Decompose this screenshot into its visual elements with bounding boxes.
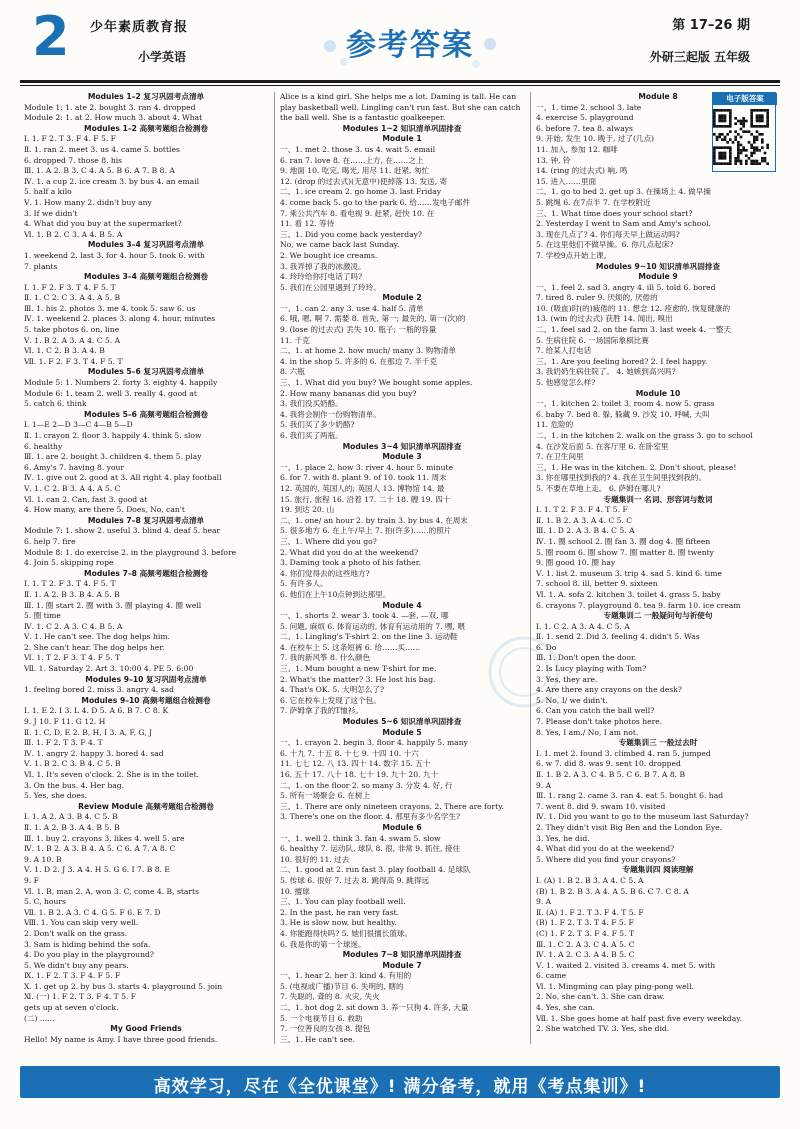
section-heading: 专题集训一 名词、形容词与数词 [603, 494, 713, 504]
answer-line: 6. Can you catch the ball well? [536, 706, 655, 716]
answer-line: 5. Yes, she does. [24, 791, 88, 801]
section-heading: Module 3 [382, 452, 422, 462]
answer-line: Ⅲ. 1. F 2. T 3. F 4. T [24, 738, 103, 748]
section-heading: Modules 5–6 复习巩固考点清单 [87, 367, 205, 377]
answer-line: Module 6: 1. team 2. well 3. really 4. good at [24, 388, 197, 398]
answer-line: 6. help 7. fire [24, 536, 76, 546]
answer-line: Ⅱ. 1. B 2. A 3. A 4. C 5. C [536, 515, 633, 525]
answer-line: Ⅴ. 1. How many 2. didn't buy any [24, 197, 152, 207]
answer-line: Ⅲ. 1. C 2. A 3. C 4. A 5. C [536, 939, 635, 949]
answer-line: Ⅰ. 1. T 2. F 3. F 4. T 5. F [536, 505, 628, 515]
answer-line: 5. 问题, 麻烦 6. 体育运动的, 体育有运动用的 7. 嘿, 喂 [280, 621, 465, 631]
section-heading: Module 8 [638, 92, 678, 101]
answer-line: 4. exercise 5. playground [536, 113, 634, 123]
answer-line: Hello! My name is Amy. I have three good friends. [24, 1034, 218, 1044]
section-heading: Module 10 [635, 388, 681, 398]
answer-line: 15. 旅行, 旅程 16. 沿着 17. 二十 18. 艘 19. 四十 [280, 494, 451, 504]
section-heading: Module 4 [382, 600, 422, 610]
answer-line: 4. 在校车上 5. 这条短裤 6. 给……买…… [280, 642, 421, 652]
answer-line: 1. weekend 2. last 3. for 4. hour 5. took 6. with [24, 250, 205, 260]
answer-line: 三、1. Where did you go? [280, 536, 377, 546]
section-heading: Modules 1–2 高频考题组合检测卷 [84, 123, 208, 133]
answer-line: 10. 擅球 [280, 886, 310, 896]
page-number: 2 [32, 5, 70, 68]
answer-line: 5. 我们在公园里遇到了玲玲。 [280, 282, 381, 292]
answer-line: 4. come back 5. go to the park 6. 给……发电子邮件 [280, 197, 471, 207]
section-heading: Modules 1–2 复习巩固考点清单 [87, 92, 205, 101]
answer-line: Ⅱ. 1. C 2. C 3. A 4. A 5. B [24, 293, 121, 303]
paper-subject: 小学英语 [138, 50, 187, 64]
answer-column-left [24, 92, 268, 1044]
answer-line: 9. A 10. B [24, 854, 62, 864]
answer-line: 4. 我将会制作一份购物清单。 [280, 409, 381, 419]
answer-line: No, we came back last Sunday. [280, 240, 400, 250]
answer-line: Ⅳ. 1. angry 2. happy 3. bored 4. sad [24, 748, 164, 758]
section-heading: Modules 7~8 知识清单巩固排查 [342, 950, 462, 960]
answer-line: 9. 圈 good 10. 圈 hay [536, 558, 616, 568]
answer-line: 6. before 7. tea 8. always [536, 123, 633, 133]
answer-line: 7. 乘公共汽车 8. 看电视 9. 赶紧, 赶快 10. 在 [280, 208, 435, 218]
answer-line: gets up at seven o'clock. [24, 1003, 119, 1013]
answer-line: 6. w 7. did 8. was 9. sent 10. dropped [536, 759, 681, 769]
answer-line: 1. feeling bored 2. miss 3. angry 4. sad [24, 685, 175, 695]
answer-line: Ⅶ. 1. F 2. F 3. T 4. F 5. T [24, 356, 123, 366]
answer-line: 9. (lose 的过去式) 丢失 10. 瓶子; 一瓶的容量 [280, 325, 437, 335]
answer-line: Ⅴ. 1. D 2. J 3. A 4. H 5. G 6. I 7. B 8. E [24, 865, 170, 875]
answer-line: 三、1. Did you come back yesterday? [280, 229, 423, 239]
answer-line: Module 2: 1. at 2. How much 3. about 4. What [24, 113, 203, 123]
answer-line: 一、1. time 2. school 3. late [536, 102, 642, 112]
answer-line: 9. J 10. F 11. G 12. H [24, 717, 106, 727]
section-heading: 专题集训三 一般过去时 [618, 738, 698, 748]
column-divider [274, 92, 275, 1044]
answer-line: 6. 我们买了两瓶。 [280, 431, 343, 440]
answer-line: 3. 我弄掉了我的冰激凌。 [280, 261, 366, 271]
section-heading: Module 1 [382, 134, 422, 144]
answer-line: 5. We didn't buy any pears. [24, 960, 129, 970]
answer-line: 5. take photos 6. on, line [24, 325, 120, 335]
answer-line: 2. Don't walk on the grass. [24, 928, 128, 938]
answer-line: 5. Where did you find your crayons? [536, 854, 676, 864]
answer-line: Ⅲ. 1. D 2. A 3. B 4. C 5. A [536, 526, 635, 536]
section-heading: Module 2 [382, 293, 422, 303]
answer-line: 2. Is Lucy playing with Tom? [536, 664, 647, 674]
answer-line: Ⅸ. 1. F 2. T 3. F 4. F 5. F [24, 971, 121, 981]
answer-line: Ⅱ. 1. send 2. Did 3. feeling 4. didn't 5. Was [536, 632, 700, 642]
answer-line: 11. 看 12. 等待 [280, 219, 335, 229]
answer-line: 5. (电视或广播)节目 6. 失明的, 瞎的 [280, 981, 404, 991]
answer-line: 3. Daming took a photo of his father. [280, 558, 421, 568]
answer-line: 6. 十九 7. 十五 8. 十七 9. 十四 10. 十六 [280, 748, 419, 758]
answer-line: 6. 他们在上午10点钟到达那里。 [280, 589, 391, 599]
answer-line: Ⅳ. 1. 圈 school 2. 圈 fan 3. 圈 dog 4. 圈 fifteen [536, 536, 711, 546]
answer-line: 12. 英国的, 英国人的; 英国人 13. 博物馆 14. 最 [280, 483, 445, 493]
answer-line: Ⅵ. 1. can 2. Can, fast 3. good at [24, 494, 148, 504]
answer-line: Ⅳ. 1. B 2. A 3. B 4. A 5. C 6. A 7. A 8. C [24, 844, 176, 854]
promo-text: 高效学习，尽在《全优课堂》! 满分备考，就用《考点集训》! [153, 1077, 647, 1097]
answer-line: 16. 五十 17. 八十 18. 七十 19. 九十 20. 九十 [280, 770, 439, 779]
answer-line: 6. ran 7. love 8. 在……上方, 在……之上 [280, 155, 424, 165]
qr-label: 电子版答案 [713, 93, 777, 105]
answer-line: 11. 危险的 [536, 420, 574, 430]
answer-line: 一、1. met 2. those 3. us 4. wait 5. email [280, 144, 436, 154]
answer-line: Ⅵ. 1. T 2. F 3. T 4. F 5. T [24, 653, 121, 663]
answer-line: 7. 萨姆拿了我的T恤衫。 [280, 706, 364, 716]
answer-line: 6. healthy 7. 运动队, 球队 8. 很, 非常 9. 抓住, 接住 [280, 844, 461, 854]
answer-line: (二) ...... [24, 1013, 55, 1023]
answer-line: 一、1. crayon 2. begin 3. floor 4. happily 5. many [280, 738, 468, 748]
answer-line: 12. (drop 的过去式)(无意中)使掉落 13. 发送, 寄 [280, 176, 448, 186]
answer-line: 8. 六瓶 [280, 367, 305, 377]
paper-name: 少年素质教育报 [90, 20, 189, 35]
answer-line: 三、1. What time does your school start? [536, 208, 693, 218]
answer-line: 4. 你们觉得去的这些地方? [280, 568, 370, 578]
answer-line: Ⅵ. 1. C 2. B 3. A 4. B [24, 346, 105, 356]
section-heading: Modules 7–8 高频考题组合检测卷 [84, 568, 208, 578]
section-heading: Module 5 [382, 727, 422, 737]
answer-line: 4. Are there any crayons on the desk? [536, 685, 682, 695]
answer-line: (B) 1. F 2. T 3. T 4. F 5. F [536, 918, 634, 928]
answer-line: 7. tired 8. ruler 9. 厌烦的, 厌倦的 [536, 293, 658, 303]
answer-line: 2. How many bananas did you buy? [280, 388, 417, 398]
answer-line: 4. in the shop 5. 许多的 6. 在那边 7. 半千克 [280, 356, 438, 366]
answer-line: 二、1. in the kitchen 2. walk on the grass 3. go to school [536, 431, 753, 440]
answer-line: Ⅹ. 1. get up 2. by bus 3. starts 4. playground 5. join [24, 981, 223, 991]
answer-line: 11. 千克 [280, 335, 310, 345]
header-rule [20, 80, 780, 83]
answer-line: Ⅲ. 1. Don't open the door. [536, 653, 637, 663]
promo-footer [20, 1066, 780, 1098]
answer-line: 5. 他感觉怎么样? [536, 378, 596, 388]
answer-line: Ⅱ. 1. A 2. B 3. A 4. B 5. B [24, 822, 120, 832]
answer-line: 11. 加入, 参加 12. 咖啡 [536, 144, 618, 154]
answer-line: 二、1. go to bed 2. get up 3. 在操场上 4. 做早操 [536, 187, 711, 197]
section-heading: Modules 9–10 高频考题组合检测卷 [81, 695, 211, 705]
answer-line: 10. (吸血)时(的)疲倦的 11. 想念 12. 痊愈的, 恢复健康的 [536, 303, 731, 313]
answer-line: 5. 不要在草地上走。 6. 萨姆在哪儿? [536, 483, 661, 493]
answer-line: 6. came [536, 971, 567, 981]
answer-line: 一、1. shorts 2. wear 3. took 4. —套, —双, 哪 [280, 611, 449, 621]
answer-line: Ⅷ. 1. You can skip very well. [24, 918, 139, 928]
answer-line: 9. A [536, 897, 552, 907]
answer-line: Module 8: 1. do exercise 2. in the playground 3. before [24, 547, 237, 557]
section-heading: Modules 5~6 知识清单巩固排查 [342, 717, 462, 727]
answer-line: 8. Yes, I am./ No, I am not. [536, 727, 639, 737]
section-heading: Module 7 [382, 960, 422, 970]
watermark-icon [464, 632, 584, 712]
answer-line: Ⅵ. 1. A. sofa 2. kitchen 3. toilet 4. grass 5. baby [536, 589, 721, 599]
answer-line: 4. That's OK. 5. 大明怎么了? [280, 685, 385, 695]
answer-line: 6. baby 7. bed 8. 躲, 躲藏 9. 沙发 10. 呼喊, 大叫 [536, 409, 710, 419]
masthead [20, 5, 780, 88]
answer-line: Ⅴ. 1. C 2. B 3. A 4. A 5. C [24, 483, 121, 493]
answer-line: Ⅲ. 1. are 2. bought 3. children 4. them 5. play [24, 452, 202, 462]
answer-line: Ⅱ. 1. A 2. B 3. B 4. A 5. B [24, 589, 120, 599]
answer-line: Ⅰ. 1. A 2. A 3. B 4. C 5. B [24, 812, 118, 822]
section-heading: Modules 3–4 高频考题组合检测卷 [84, 272, 208, 282]
answer-line: 2. What did you do at the weekend? [280, 547, 419, 557]
answer-line: 一、1. kitchen 2. toilet 3. room 4. now 5. grass [536, 399, 715, 409]
answer-line: Ⅳ. 1. Did you want to go to the museum last Saturday? [536, 812, 749, 822]
section-heading: Modules 7–8 复习巩固考点清单 [87, 515, 205, 525]
column-divider [530, 92, 531, 1044]
answer-line: Ⅰ. 1. met 2. found 3. climbed 4. ran 5. jumped [536, 748, 711, 758]
answer-line: Ⅳ. 1. A 2. C 3. A 4. B 5. C [536, 950, 635, 960]
answer-line: 3. On the bus. 4. Her bag. [24, 780, 124, 790]
answer-line: 2. We bought ice creams. [280, 250, 378, 260]
answer-line: 13. (win 的过去式) 获胜 14. 闻出, 嗅出 [536, 314, 673, 324]
answer-line: Ⅶ. 1. Saturday 2. Art 3. 10:00 4. PE 5. 6:00 [24, 664, 194, 674]
answer-line: 5. 在这里他们不做早操。6. 你几点起床? [536, 240, 674, 250]
answer-line: 3. Yes, he did. [536, 833, 590, 843]
section-heading: Module 9 [638, 272, 678, 282]
answer-line: Ⅰ. 1. E 2. I 3. L 4. D 5. A 6. B 7. C 8. K [24, 706, 169, 716]
answer-line: Ⅺ. (一) 1. F 2. T 3. F 4. T 5. F [24, 992, 137, 1002]
answer-line: 19. 到达 20. 山 [280, 505, 335, 515]
answer-line: Ⅱ. 1. crayon 2. floor 3. happily 4. think 5. slow [24, 431, 202, 440]
answer-line: 三、1. He can't see. [280, 1034, 355, 1044]
answer-line: Module 5: 1. Numbers 2. forty 3. eighty 4. happily [24, 378, 218, 388]
qr-code-panel[interactable] [712, 92, 776, 172]
answer-line: Ⅲ. 1. 圈 start 2. 圈 with 3. 圈 playing 4. 圈 well [24, 600, 202, 610]
answer-line: Ⅴ. 1. B 2. A 3. A 4. C 5. A [24, 335, 121, 345]
answer-line: 2. They didn't visit Big Ben and the London Eye. [536, 822, 723, 832]
answer-line: 5. No, I/ we didn't. [536, 695, 608, 705]
answer-line: 10. 很好的 11. 过去 [280, 854, 350, 864]
answer-line: Ⅰ. 1. F 2. T 3. F 4. F 5. F [24, 134, 116, 144]
answer-line: 4. 玲玲给你打电话了吗? [280, 272, 363, 282]
answer-line: Ⅵ. 1. B 2. C 3. A 4. B 5. A [24, 229, 123, 239]
answer-line: 二、1. one/ an hour 2. by train 3. by bus 4. 在周末 [280, 515, 468, 525]
answer-line: 二、1. on the floor 2. so many 3. 分发 4. 好, 行 [280, 780, 453, 790]
answer-line: 5. 圈 time [24, 611, 61, 621]
answer-line: 9. 开始, 发生 10. 晚于, 过了(几点) [536, 134, 655, 144]
answer-line: 4. What did you buy at the supermarket? [24, 219, 182, 229]
answer-line: 7. 一位善良的女孩 8. 提包 [280, 1024, 371, 1034]
answer-line: Ⅶ. 1. B 2. A 3. C 4. G 5. F 6. E 7. D [24, 907, 161, 917]
section-heading: Modules 9–10 复习巩固考点清单 [85, 674, 207, 684]
answer-line: 7. went 8. did 9. swam 10. visited [536, 801, 666, 811]
answer-line: (C) 1. F 2. T 3. F 4. F 5. T [536, 928, 635, 938]
answer-line: 9. 地面 10. 吃完, 喝光, 用尽 11. 赶紧, 匆忙 [280, 166, 430, 176]
answer-line: Ⅲ. 1. rang 2. came 3. ran 4. eat 5. bought 6. had [536, 791, 724, 801]
answer-line: Ⅲ. 1. his 2. photos 3. me 4. took 5. saw 6. us [24, 303, 196, 313]
answer-line: 7. 我的新风筝 8. 什么颜色 [280, 653, 371, 663]
answer-line: Ⅱ. 1. ran 2. meet 3. us 4. came 5. bottles [24, 144, 180, 154]
answer-line: Ⅴ. 1. He can't see. The dog helps him. [24, 632, 170, 642]
answer-line: 9. A [536, 780, 552, 790]
answer-line: 二、1. ice cream 2. go home 3. last Friday [280, 187, 442, 197]
answer-line: 6. 它在校车上发现了这个包。 [280, 695, 381, 705]
answer-line: 3. Yes, they are. [536, 674, 598, 684]
answer-line: 5. 我们买了多少奶酪? [280, 420, 355, 430]
answer-line: 三、1. Are you feeling bored? 2. I feel happy. [536, 356, 708, 366]
answer-line: 3. Sam is hiding behind the sofa. [24, 939, 151, 949]
section-heading: Modules 3–4 复习巩固考点清单 [87, 240, 205, 250]
answer-line: 6. Amy's 7. having 8. your [24, 462, 125, 472]
answer-line: 4. 你能跑得快吗? 5. 她们很擅长篮球。 [280, 928, 413, 938]
answer-banner [320, 14, 500, 72]
answer-line: Ⅱ. (A) 1. F 2. T 3. F 4. T 5. F [536, 907, 644, 917]
section-heading: My Good Friends [110, 1024, 182, 1034]
answer-line: 2. Yesterday I went to Sam and Amy's school. [536, 219, 711, 229]
answer-line: 7. Please don't take photos here. [536, 717, 663, 727]
issue-range: 第 17–26 期 [672, 18, 750, 33]
answer-line: Ⅶ. 1. She goes home at half past five every weekday. [536, 1013, 742, 1023]
answer-line: 7. 在卫生间里 [536, 452, 584, 462]
answer-line: 11. 七七 12. 八 13. 四十 14. 数字 15. 五十 [280, 759, 431, 769]
answer-line: 3. 我奶奶生病住院了。 4. 她嫉到高兴吗? [536, 367, 676, 377]
answer-line: 7. 学校9点开始上课。 [536, 250, 612, 260]
answer-line: 二、1. hot dog 2. sit down 3. 养一只狗 4. 许多, 大量 [280, 1003, 469, 1013]
answer-line: 2. In the past, he ran very fast. [280, 907, 400, 917]
answer-line: 2. What's the matter? 3. He lost his bag. [280, 674, 436, 684]
answer-line: 三、1. Mum bought a new T-shirt for me. [280, 664, 437, 674]
answer-line: 5. catch 6. think [24, 399, 87, 409]
answer-line: Ⅵ. 1. B, man 2. A, won 3. C, come 4. B, starts [24, 886, 199, 896]
answer-line: 三、1. What did you buy? We bought some apples. [280, 378, 473, 388]
answer-line: 3. 我们没买奶酪。 [280, 399, 343, 409]
answer-line: 5. 有许多人。 [280, 579, 328, 589]
answer-line: 4. Do you play in the playground? [24, 950, 154, 960]
banner-title: 参考答案 [346, 28, 474, 63]
answer-line: 15. 进入……里面 [536, 176, 597, 186]
section-heading: 专题集训四 阅读理解 [622, 865, 694, 875]
answer-line: 5. 很多地方 6. 在上午/早上 7. 拍(许多)……的照片 [280, 526, 452, 536]
answer-line: Ⅰ. 1—E 2—D 3—C 4—B 5—D [24, 420, 133, 430]
qr-code-icon [713, 109, 769, 165]
answer-line: 3. 你在哪里找到我的? 4. 我在卫生间里找到我的。 [536, 473, 707, 483]
answer-line: 6. Do [536, 642, 557, 652]
answer-line: 9. F [24, 875, 39, 885]
answer-line: 三、1. He was in the kitchen. 2. Don't shout, please! [536, 462, 737, 472]
answer-line: Ⅵ. 1. It's seven o'clock. 2. She is in the toilet. [24, 770, 200, 779]
answer-column-middle [280, 92, 524, 1044]
answer-line: 三、1. You can play football well. [280, 897, 406, 907]
answer-line: 一、1. well 2. think 3. fan 4. swam 5. slow [280, 833, 441, 843]
answer-line: 5. half a kilo [24, 187, 72, 197]
answer-line: 5. 跳绳 6. 在7点半 7. 在学校附近 [536, 197, 651, 207]
answer-line: 5. 一个电视节目 6. 救助 [280, 1013, 363, 1023]
answer-line: 一、1. can 2. any 3. use 4. half 5. 清单 [280, 303, 424, 313]
answer-line: Ⅳ. 1. C 2. A 3. C 4. B 5. A [24, 621, 123, 631]
answer-line: Ⅰ. (A) 1. B 2. B 3. A 4. C 5. A [536, 875, 644, 885]
answer-line: 5. 生病住院 6. 一场国际象棋比赛 [536, 335, 649, 345]
section-heading: Modules 1~2 知识清单巩固排查 [342, 123, 462, 133]
answer-line: Module 1: 1. ate 2. bought 3. ran 4. dropped [24, 102, 196, 112]
answer-line: Ⅰ. 1. F 2. F 3. T 4. F 5. T [24, 282, 116, 292]
answer-line: 7. school 8. ill, better 9. sixteen [536, 579, 658, 589]
answer-columns [24, 92, 776, 1044]
answer-line: 6. dropped 7. those 8. his [24, 155, 123, 165]
answer-line: 3. 现在几点了? 4. 你们每天早上做运动吗? [536, 229, 680, 239]
section-heading: Modules 3~4 知识清单巩固排查 [342, 441, 462, 451]
header-rule-thin [20, 85, 780, 86]
answer-line: Ⅱ. 1. B 2. A 3. C 4. B 5. C 6. B 7. A 8. B [536, 770, 686, 779]
answer-line: 2. No, she can't. 3. She can draw. [536, 992, 665, 1002]
section-heading: Module 6 [382, 822, 422, 832]
answer-line: 2. She watched TV. 3. Yes, she did. [536, 1024, 670, 1034]
answer-line: 4. 在沙发后面 5. 在客厅里 6. 在卧室里 [536, 441, 669, 451]
answer-line: Ⅵ. 1. Mingming can play ping-pong well. [536, 981, 694, 991]
answer-line: 7. 给某人打电话 [536, 346, 592, 356]
answer-line: 7. plants [24, 261, 58, 271]
answer-line: 二、1. good at 2. run fast 3. play football 4. 足球队 [280, 865, 471, 875]
answer-line: 4. Yes, she can. [536, 1003, 596, 1013]
answer-line: 二、1. Lingling's T-shirt 2. on the line 3. 运动鞋 [280, 632, 458, 642]
answer-line: 4. What did you do at the weekend? [536, 844, 675, 854]
section-heading: 专题集训二 一般疑问句与祈使句 [603, 611, 713, 621]
answer-line: 4. Join 5. skipping rope [24, 558, 114, 568]
answer-line: 二、1. feel sad 2. on the farm 3. last week 4. 一整天 [536, 325, 732, 335]
answer-line: 3. He is slow now, but healthy. [280, 918, 397, 928]
answer-line: 13. 钟, 铃 [536, 155, 571, 165]
answer-line: Ⅴ. 1. list 2. museum 3. trip 4. sad 5. kind 6. time [536, 568, 722, 578]
answer-line: 6. crayons 7. playground 8. tea 9. farm 10. ice cream [536, 600, 741, 610]
answer-line: 6. for 7. with 8. plant 9. of 10. took 11. 周末 [280, 473, 447, 483]
answer-line: 2. She can't hear. The dog helps her. [24, 642, 165, 652]
answer-line: Module 7: 1. show 2. useful 3. blind 4. deaf 5. hear [24, 526, 221, 536]
edition-label: 外研三起版 五年级 [649, 50, 750, 64]
answer-line: Ⅳ. 1. give out 2. good at 3. All right 4. play football [24, 473, 222, 483]
answer-line: Ⅱ. 1. C, D, E 2. B, H, I 3. A, F, G, J [24, 727, 153, 737]
answer-line: 6. healthy [24, 441, 63, 451]
answer-line: Ⅴ. 1. B 2. C 3. B 4. C 5. B [24, 759, 121, 769]
answer-line: 5. 传球 6. 很好 7. 过去 8. 跳得高 9. 跳得远 [280, 875, 430, 885]
answer-line: 3. There's one on the floor. 4. 那里有多少名学生? [280, 812, 461, 822]
answer-line: Ⅳ. 1. weekend 2. places 3. along 4. hour, minutes [24, 314, 216, 324]
answer-line: 7. 失聪的, 聋的 8. 火灾, 失火 [280, 992, 380, 1002]
answer-line: 一、1. feel 2. sad 3. angry 4. ill 5. told 6. bored [536, 282, 716, 292]
answer-line: Ⅰ. 1. T 2. F 3. T 4. F 5. T [24, 579, 116, 589]
answer-line: 二、1. at home 2. how much/ many 3. 购物清单 [280, 346, 457, 356]
answer-line: 一、1. hear 2. her 3. kind 4. 有用的 [280, 971, 412, 981]
answer-line: Ⅳ. 1. a cup 2. ice cream 3. by bus 4. an email [24, 176, 200, 186]
answer-line: Ⅴ. 1. waited 2. visited 3. creams 4. met 5. with [536, 960, 716, 970]
section-heading: Modules 5–6 高频考题组合检测卷 [84, 409, 208, 419]
answer-line: Ⅲ. 1. buy 2. crayons 3. likes 4. well 5. are [24, 833, 185, 843]
answer-line: 14. (ring 的过去式) 响, 鸣 [536, 166, 628, 176]
answer-line: 6. 我是你的第一个球迷。 [280, 939, 366, 949]
section-heading: Modules 9~10 知识清单巩固排查 [595, 261, 721, 271]
section-heading: Review Module 高频考题组合检测卷 [78, 801, 214, 811]
answer-line: 5. C, hours [24, 897, 66, 907]
answer-column-right [536, 92, 780, 1044]
answer-line: (B) 1. B 2. B 3. A 4. A 5. B 6. C 7. C 8. A [536, 886, 689, 896]
answer-line: 6. 哦, 嗯, 啊 7. 需要 8. 首先, 第一; 最先的, 第一(次)的 [280, 314, 466, 324]
answer-line: 三、1. There are only nineteen crayons. 2. There are forty. [280, 801, 504, 811]
answer-line: 一、1. place 2. how 3. river 4. hour 5. minute [280, 462, 454, 472]
answer-line: Ⅰ. 1. C 2. A 3. A 4. C 5. A [536, 621, 630, 631]
answer-line: 5. 所有一场聚会 6. 在树上 [280, 791, 371, 801]
answer-line: Alice is a kind girl. She helps me a lot. Daming is tall. He can play basketball well. Lingling can't run fast. But she can catch the ball well. She is a fantastic goalkeeper. [280, 92, 521, 123]
answer-line: Ⅲ. 1. A 2. B 3. C 4. A 5. B 6. A 7. B 8. A [24, 166, 175, 176]
answer-line: 5. 圈 room 6. 圈 show 7. 圈 matter 8. 圈 twenty [536, 547, 714, 557]
answer-line: 3. If we didn't [24, 208, 78, 218]
answer-line: 4. How many, are there 5. Does, No, can't [24, 505, 185, 515]
